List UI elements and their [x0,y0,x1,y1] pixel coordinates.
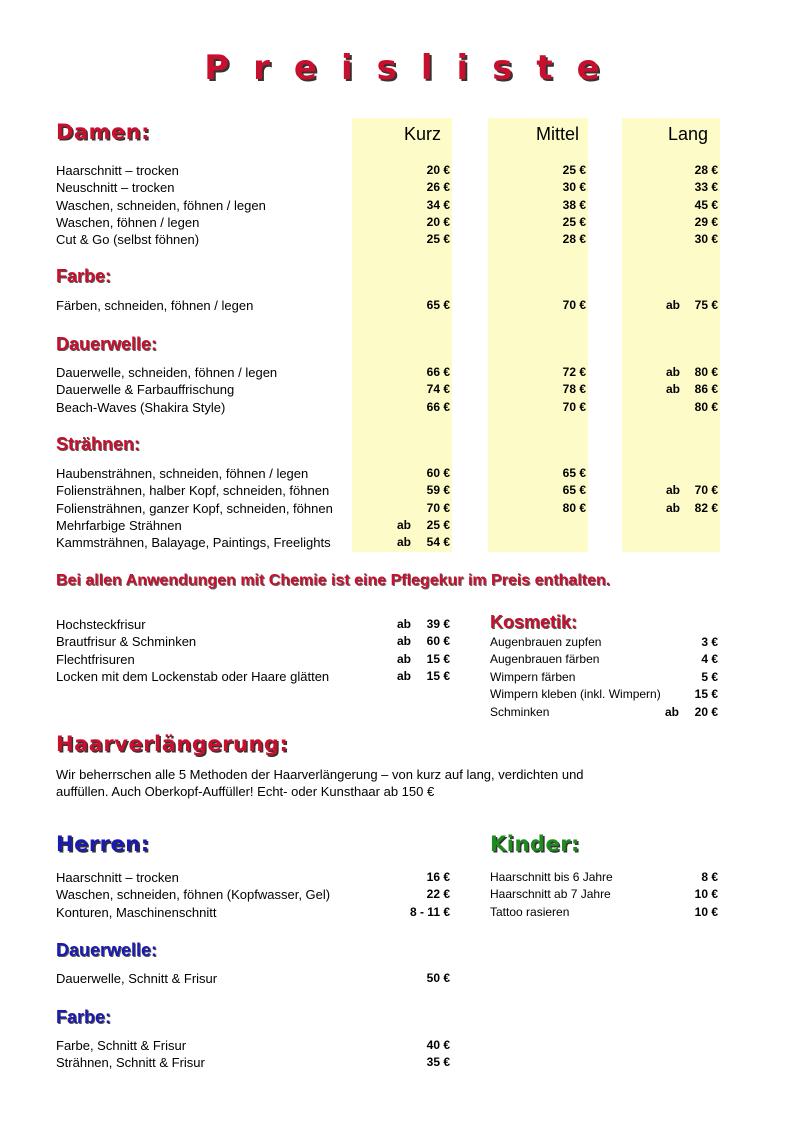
herren-dauerwelle-price: 50 € [426,971,450,985]
herren-dauerwelle-heading: Dauerwelle: [56,940,158,960]
price-lang: 80 € [694,399,718,414]
price-mittel: 80 € [562,500,586,515]
price-kurz: 60 € [426,466,450,480]
price-lang: 75 € [694,298,718,312]
price-lang: 70 € [694,483,718,498]
herren-farbe-price: 35 € [426,1055,450,1070]
herren-farbe-label: Farbe, Schnitt & Frisur [56,1038,187,1053]
price-mittel: 72 € [562,365,586,379]
price-row-label: Foliensträhnen, halber Kopf, schneiden, föhnen [56,483,330,499]
herren-price: 8 - 11 € [409,904,450,919]
price-row-label: Cut & Go (selbst föhnen) [56,232,200,248]
price-lang: 45 € [694,197,718,212]
price-mittel: 25 € [562,163,586,177]
price-mittel: 38 € [562,197,586,212]
kinder-price: 10 € [694,904,718,919]
kinder-row-label: Haarschnitt bis 6 Jahre [490,870,613,884]
herren-farbe-label: Strähnen, Schnitt & Frisur [56,1055,205,1071]
kosmetik-price: 4 € [701,652,718,667]
price-kurz: 59 € [426,483,450,498]
kinder-price: 8 € [701,870,718,884]
price-kurz: 25 € [426,232,450,247]
ab-marker: ab [397,634,412,649]
price-mittel: 70 € [562,298,586,312]
kinder-heading: Kinder: [490,832,580,856]
price-lang: 80 € [694,365,718,379]
ab-marker: ab [397,668,412,683]
price-kurz: 20 € [426,214,450,229]
price-mittel: 28 € [562,232,586,247]
column-head-mittel: Mittel [536,124,580,144]
herren-heading: Herren: [56,832,150,856]
ab-marker: ab [397,651,412,666]
price-row-label: Waschen, föhnen / legen [56,214,200,230]
price-kurz: 20 € [426,163,450,177]
price-row-label: Waschen, schneiden, föhnen / legen [56,197,266,213]
ab-marker: ab [666,382,681,397]
extra-price: 60 € [426,634,450,649]
kosmetik-price: 3 € [701,635,718,649]
ab-marker: ab [665,704,680,719]
ab-marker: ab [397,535,412,550]
price-kurz: 34 € [426,197,450,212]
kosmetik-price: 20 € [694,704,718,719]
extra-price: 15 € [426,668,450,683]
price-row-label: Neuschnitt – trocken [56,180,175,196]
extra-price: 15 € [426,651,450,666]
price-mittel: 65 € [562,466,586,480]
kosmetik-row-label: Schminken [490,704,550,719]
ab-marker: ab [666,298,681,312]
ab-marker: ab [666,500,681,515]
price-row-label: Foliensträhnen, ganzer Kopf, schneiden, föhnen [56,500,333,516]
price-lang: 30 € [694,232,718,247]
price-mittel: 70 € [562,399,586,414]
price-row-label: Färben, schneiden, föhnen / legen [56,298,254,313]
price-lang: 86 € [694,382,718,397]
price-mittel: 25 € [562,214,586,229]
price-mittel: 65 € [562,483,586,498]
column-head-kurz: Kurz [404,124,442,144]
chemistry-note: Bei allen Anwendungen mit Chemie ist eine Pflegekur im Preis enthalten. [56,572,611,589]
damen-section-heading: Farbe: [56,266,112,286]
kosmetik-price: 15 € [694,687,718,702]
price-row-label: Dauerwelle, schneiden, föhnen / legen [56,365,278,380]
kinder-row-label: Tattoo rasieren [490,904,570,919]
price-kurz: 66 € [426,365,450,379]
haarverlaengerung-text-2: auffüllen. Auch Oberkopf-Auffüller! Echt- oder Kunsthaar ab 150 € [56,784,435,799]
ab-marker: ab [666,365,681,379]
price-lang: 82 € [694,500,718,515]
price-lang: 29 € [694,214,718,229]
price-row-label: Haarschnitt – trocken [56,163,179,178]
price-mittel: 30 € [562,180,586,195]
herren-row-label: Waschen, schneiden, föhnen (Kopfwasser, Gel) [56,887,331,903]
price-kurz: 70 € [426,500,450,515]
kosmetik-row-label: Wimpern kleben (inkl. Wimpern) [490,687,661,702]
damen-section-heading: Dauerwelle: [56,334,158,354]
price-mittel: 78 € [562,382,586,397]
extra-row-label: Locken mit dem Lockenstab oder Haare glätten [56,668,330,684]
price-lang: 28 € [694,163,718,177]
price-kurz: 25 € [426,517,450,532]
damen-heading: Damen: [56,120,151,144]
extra-row-label: Brautfrisur & Schminken [56,634,197,650]
price-row-label: Dauerwelle & Farbauffrischung [56,382,235,398]
damen-section-heading: Strähnen: [56,434,141,454]
price-kurz: 65 € [426,298,450,312]
ab-marker: ab [397,517,412,532]
price-kurz: 66 € [426,399,450,414]
herren-price: 22 € [426,887,450,902]
kosmetik-price: 5 € [701,669,718,684]
price-row-label: Haubensträhnen, schneiden, föhnen / legen [56,466,309,481]
price-row-label: Mehrfarbige Strähnen [56,517,182,533]
kosmetik-heading: Kosmetik: [490,612,578,632]
herren-price: 16 € [426,870,450,884]
price-kurz: 74 € [426,382,450,397]
extra-row-label: Hochsteckfrisur [56,617,146,632]
kinder-row-label: Haarschnitt ab 7 Jahre [490,887,611,902]
herren-farbe-price: 40 € [426,1038,450,1052]
herren-row-label: Haarschnitt – trocken [56,870,179,885]
kinder-price: 10 € [694,887,718,902]
kosmetik-row-label: Augenbrauen zupfen [490,635,602,649]
page-title: Preisliste [204,48,624,88]
column-head-lang: Lang [668,124,709,144]
haarverlaengerung-text-1: Wir beherrschen alle 5 Methoden der Haarverlängerung – von kurz auf lang, verdichten und [56,767,584,782]
kosmetik-row-label: Wimpern färben [490,669,576,684]
ab-marker: ab [397,617,412,631]
price-kurz: 54 € [426,535,450,550]
price-row-label: Kammsträhnen, Balayage, Paintings, Freelights [56,535,331,551]
kosmetik-row-label: Augenbrauen färben [490,652,600,667]
price-kurz: 26 € [426,180,450,195]
ab-marker: ab [666,483,681,498]
extra-row-label: Flechtfrisuren [56,651,135,667]
herren-farbe-heading: Farbe: [56,1007,112,1027]
herren-dauerwelle-label: Dauerwelle, Schnitt & Frisur [56,971,218,986]
price-row-label: Beach-Waves (Shakira Style) [56,399,226,415]
extra-price: 39 € [426,617,450,631]
price-lang: 33 € [694,180,718,195]
haarverlaengerung-heading: Haarverlängerung: [56,732,289,756]
herren-row-label: Konturen, Maschinenschnitt [56,904,217,920]
